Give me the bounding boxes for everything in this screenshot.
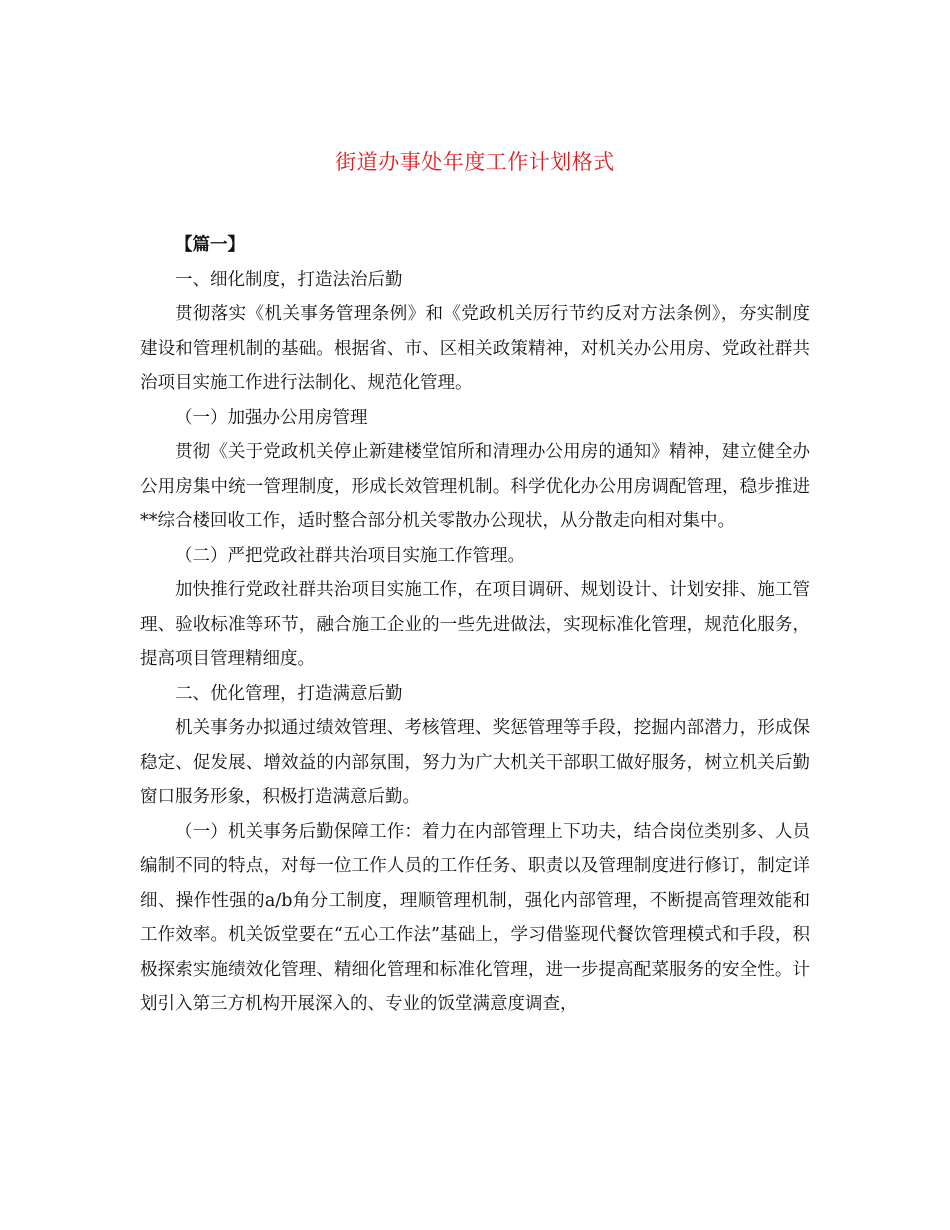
paragraph: （一）机关事务后勤保障工作：着力在内部管理上下功夫，结合岗位类别多、人员编制不同的特点，对每一位工作人员的工作任务、职责以及管理制度进行修订，制定详细、操作性强的a/b角分工制度，理顺管理机制，强化内部管理，不断提高管理效能和工作效率。机关饭堂要在“五心工作法”基础上，学习借鉴现代餐饮管理模式和手段，积极探索实施绩效化管理、精细化管理和标准化管理，进一步提高配菜服务的安全性。计划引入第三方机构开展深入的、专业的饭堂满意度调查， (140, 821, 810, 1014)
paragraph: 贯彻落实《机关事务管理条例》和《党政机关厉行节约反对方法条例》，夯实制度建设和管理机制的基础。根据省、市、区相关政策精神，对机关办公用房、党政社群共治项目实施工作进行法制化、规范化管理。 (140, 304, 810, 393)
paragraph: 贯彻《关于党政机关停止新建楼堂馆所和清理办公用房的通知》精神，建立健全办公用房集中统一管理制度，形成长效管理机制。科学优化办公用房调配管理，稳步推进**综合楼回收工作，适时整合部分机关零散办公现状，从分散走向相对集中。 (140, 442, 810, 531)
section-tag: 【篇一】 (175, 235, 245, 255)
subheading-1-2: （二）严把党政社群共治项目实施工作管理。 (175, 545, 525, 566)
heading-1: 一、细化制度，打造法治后勤 (175, 269, 403, 290)
subheading-1-1: （一）加强办公用房管理 (175, 407, 368, 428)
paragraph: 加快推行党政社群共治项目实施工作，在项目调研、规划设计、计划安排、施工管理、验收标准等环节，融合施工企业的一些先进做法，实现标准化管理，规范化服务，提高项目管理精细度。 (140, 580, 810, 669)
heading-2: 二、优化管理，打造满意后勤 (175, 683, 403, 704)
document-title: 街道办事处年度工作计划格式 (335, 150, 615, 174)
paragraph: 机关事务办拟通过绩效管理、考核管理、奖惩管理等手段，挖掘内部潜力，形成保稳定、促发展、增效益的内部氛围，努力为广大机关干部职工做好服务，树立机关后勤窗口服务形象，积极打造满意后勤。 (140, 718, 810, 807)
document-body (140, 228, 810, 1022)
